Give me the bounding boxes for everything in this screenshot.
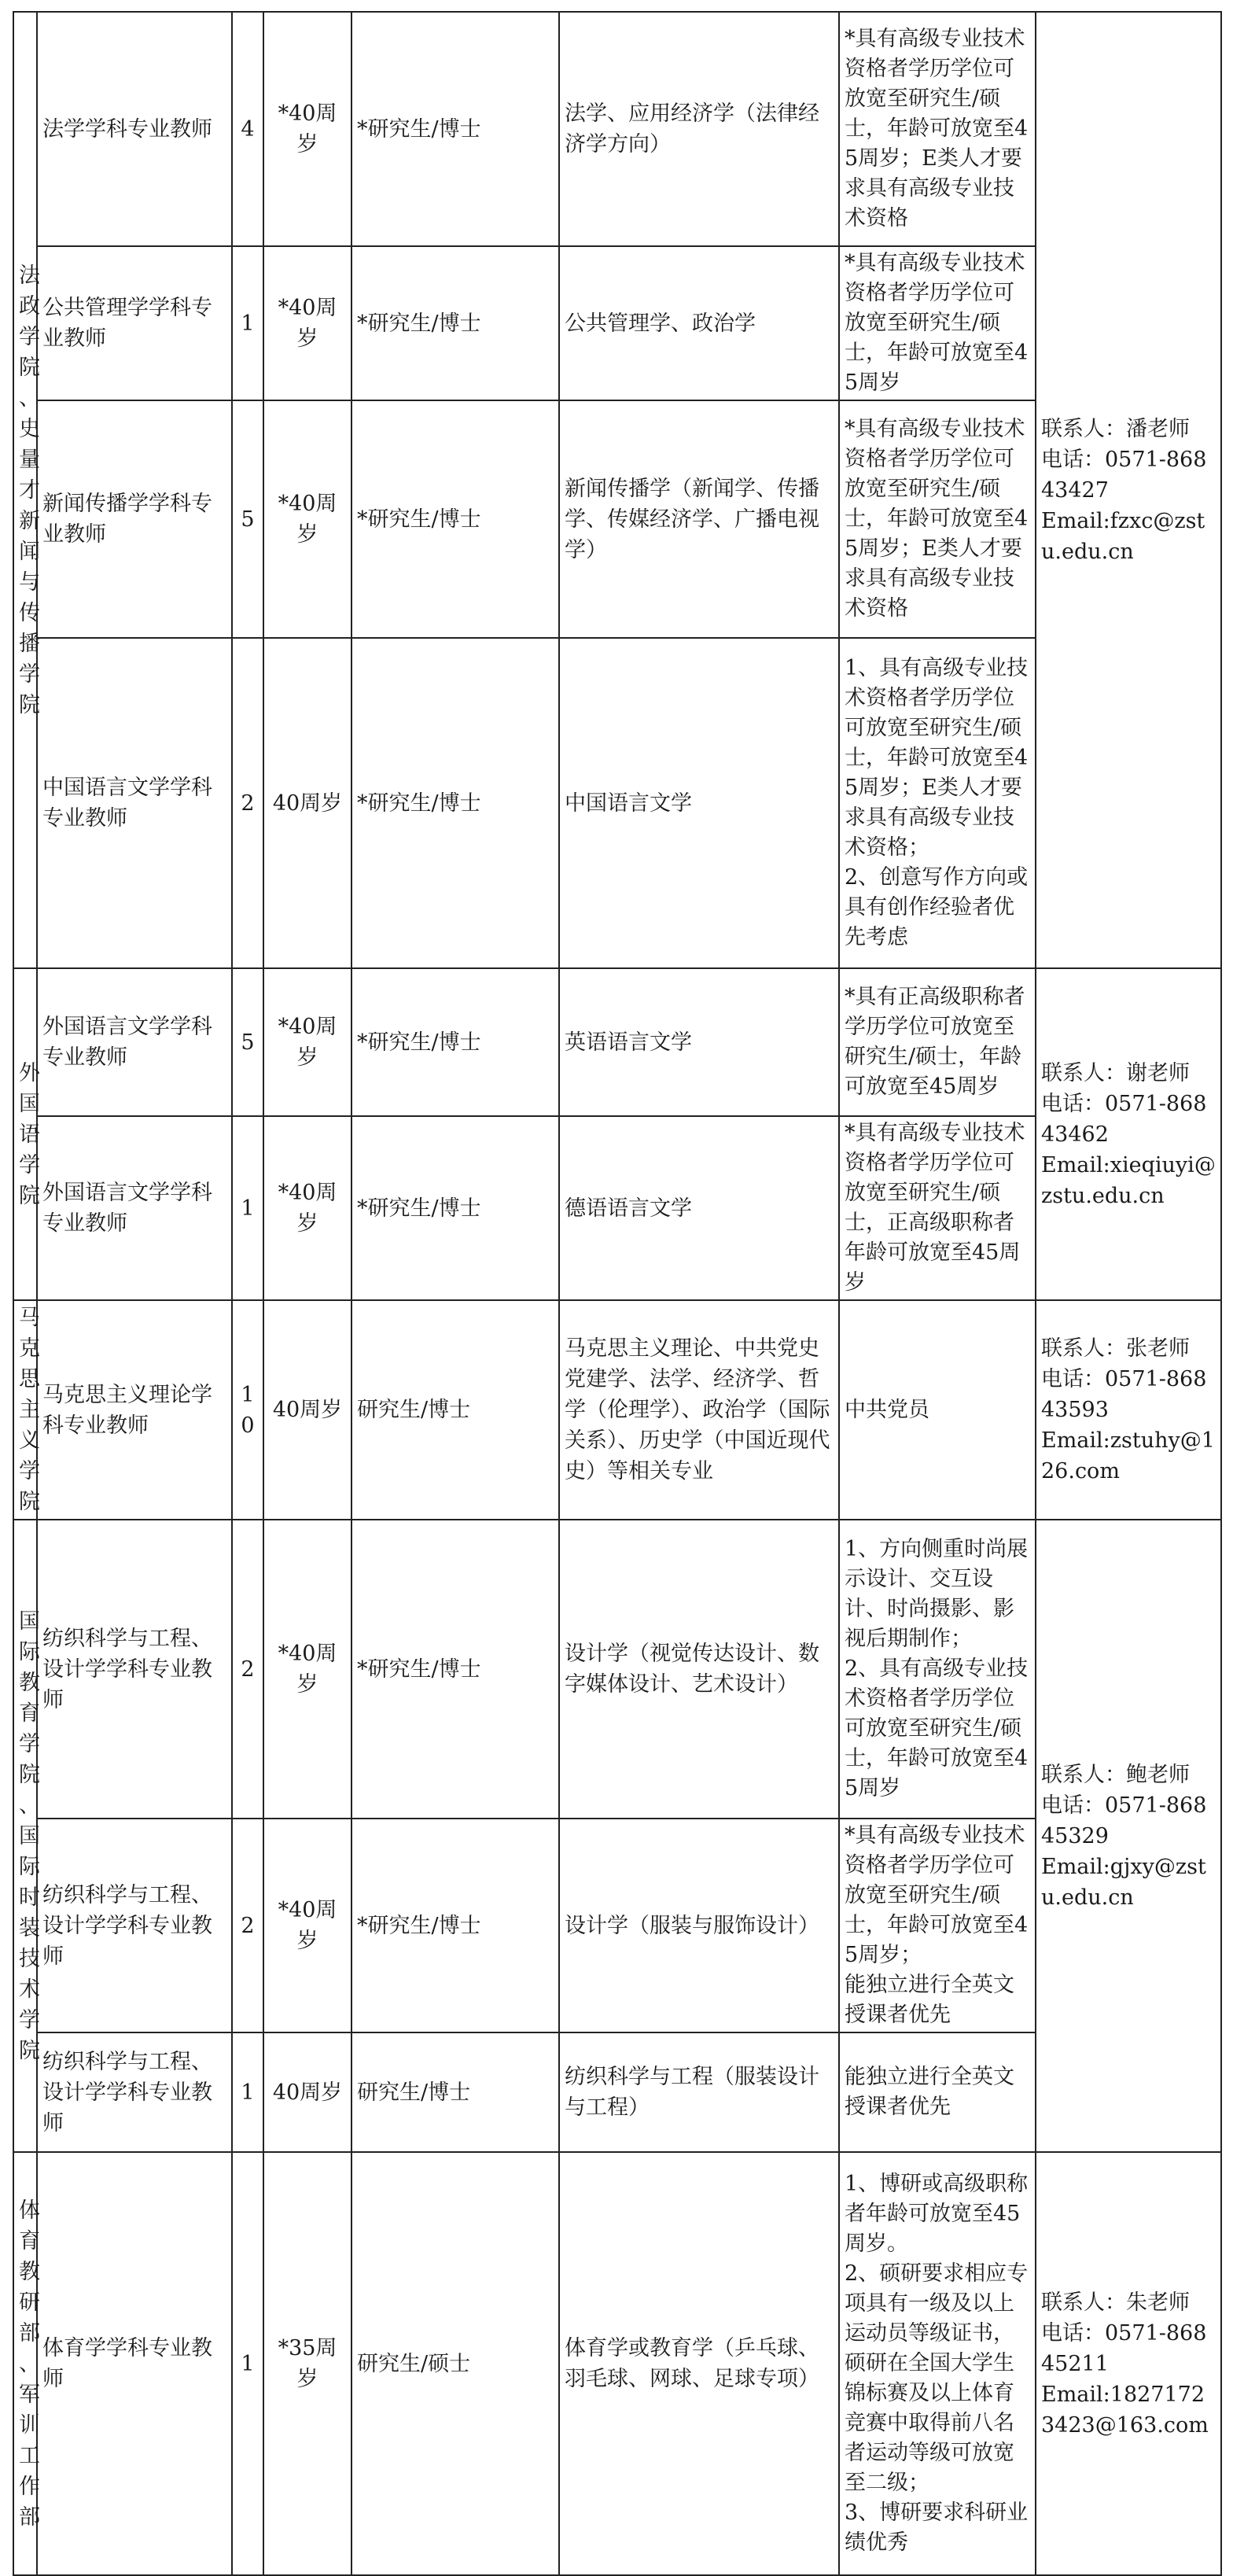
table-row [13, 1520, 1221, 1819]
education-degree: *研究生/博士 [351, 1520, 559, 1819]
age-limit: *40周岁 [263, 1116, 351, 1300]
education-degree: *研究生/博士 [351, 1819, 559, 2032]
table-row [13, 12, 1221, 246]
age-limit: *40周岁 [263, 1819, 351, 2032]
age-limit: 40周岁 [263, 638, 351, 968]
position-title: 法学学科专业教师 [37, 12, 232, 246]
major: 体育学或教育学（乒乓球、羽毛球、网球、足球专项） [559, 2152, 839, 2575]
headcount: 2 [232, 1520, 263, 1819]
age-limit: *40周岁 [263, 968, 351, 1116]
age-limit: 40周岁 [263, 2032, 351, 2152]
age-limit: 40周岁 [263, 1300, 351, 1520]
unit-cell: 法政学院、史量才新闻与传播学院 [13, 12, 37, 968]
major: 设计学（视觉传达设计、数字媒体设计、艺术设计） [559, 1520, 839, 1819]
headcount: 5 [232, 968, 263, 1116]
requirement: *具有高级专业技术资格者学历学位可放宽至研究生/硕士，年龄可放宽至45周岁；E类人才要求具有高级专业技术资格 [839, 12, 1036, 246]
major: 公共管理学、政治学 [559, 246, 839, 400]
age-limit: *40周岁 [263, 246, 351, 400]
education-degree: *研究生/博士 [351, 1116, 559, 1300]
contact-info: 联系人：鲍老师 电话：0571-86845329 Email:gjxy@zstu.edu.cn [1036, 1520, 1221, 2152]
major: 法学、应用经济学（法律经济学方向） [559, 12, 839, 246]
unit-cell: 马克思主义学院 [13, 1300, 37, 1520]
position-title: 中国语言文学学科专业教师 [37, 638, 232, 968]
education-degree: *研究生/博士 [351, 968, 559, 1116]
requirement: *具有高级专业技术资格者学历学位可放宽至研究生/硕士，正高级职称者年龄可放宽至45周岁 [839, 1116, 1036, 1300]
contact-info: 联系人：谢老师 电话：0571-86843462 Email:xieqiuyi@zstu.edu.cn [1036, 968, 1221, 1300]
position-title: 外国语言文学学科专业教师 [37, 1116, 232, 1300]
requirement: *具有高级专业技术资格者学历学位可放宽至研究生/硕士，年龄可放宽至45周岁 [839, 246, 1036, 400]
major: 英语语言文学 [559, 968, 839, 1116]
age-limit: *35周岁 [263, 2152, 351, 2575]
age-limit: *40周岁 [263, 400, 351, 638]
position-title: 新闻传播学学科专业教师 [37, 400, 232, 638]
table-row [13, 2152, 1221, 2575]
age-limit: *40周岁 [263, 12, 351, 246]
position-title: 纺织科学与工程、设计学学科专业教师 [37, 1819, 232, 2032]
unit-cell: 国际教育学院、国际时装技术学院 [13, 1520, 37, 2152]
requirement: *具有高级专业技术资格者学历学位可放宽至研究生/硕士，年龄可放宽至45周岁；E类人才要求具有高级专业技术资格 [839, 400, 1036, 638]
contact-info: 联系人：朱老师 电话：0571-86845211 Email:18271723423@163.com [1036, 2152, 1221, 2575]
unit-cell: 体育教研部、军训工作部 [13, 2152, 37, 2575]
education-degree: *研究生/博士 [351, 400, 559, 638]
table-row [13, 1300, 1221, 1520]
headcount: 1 [232, 2032, 263, 2152]
headcount: 10 [232, 1300, 263, 1520]
education-degree: 研究生/博士 [351, 1300, 559, 1520]
unit-cell: 外国语学院 [13, 968, 37, 1300]
major: 纺织科学与工程（服装设计与工程） [559, 2032, 839, 2152]
requirement: 能独立进行全英文授课者优先 [839, 2032, 1036, 2152]
requirement: 1、具有高级专业技术资格者学历学位可放宽至研究生/硕士，年龄可放宽至45周岁；E类人才要求具有高级专业技术资格； 2、创意写作方向或具有创作经验者优先考虑 [839, 638, 1036, 968]
position-title: 马克思主义理论学科专业教师 [37, 1300, 232, 1520]
position-title: 公共管理学学科专业教师 [37, 246, 232, 400]
position-title: 外国语言文学学科专业教师 [37, 968, 232, 1116]
requirement: 1、博研或高级职称者年龄可放宽至45周岁。 2、硕研要求相应专项具有一级及以上运动员等级证书，硕研在全国大学生锦标赛及以上体育竞赛中取得前八名者运动等级可放宽至二级； 3、博研要求科研业绩优秀 [839, 2152, 1036, 2575]
position-title: 体育学学科专业教师 [37, 2152, 232, 2575]
education-degree: *研究生/博士 [351, 12, 559, 246]
recruitment-table [13, 11, 1222, 2576]
position-title: 纺织科学与工程、设计学学科专业教师 [37, 1520, 232, 1819]
contact-info: 联系人：张老师 电话：0571-86843593 Email:zstuhy@126.com [1036, 1300, 1221, 1520]
headcount: 1 [232, 1116, 263, 1300]
education-degree: 研究生/博士 [351, 2032, 559, 2152]
position-title: 纺织科学与工程、设计学学科专业教师 [37, 2032, 232, 2152]
table-row [13, 968, 1221, 1116]
headcount: 2 [232, 1819, 263, 2032]
requirement: 1、方向侧重时尚展示设计、交互设计、时尚摄影、影视后期制作； 2、具有高级专业技术资格者学历学位可放宽至研究生/硕士，年龄可放宽至45周岁 [839, 1520, 1036, 1819]
major: 马克思主义理论、中共党史党建学、法学、经济学、哲学（伦理学）、政治学（国际关系）、历史学（中国近现代史）等相关专业 [559, 1300, 839, 1520]
headcount: 2 [232, 638, 263, 968]
major: 德语语言文学 [559, 1116, 839, 1300]
requirement: 中共党员 [839, 1300, 1036, 1520]
contact-info: 联系人：潘老师 电话：0571-86843427 Email:fzxc@zstu.edu.cn [1036, 12, 1221, 968]
education-degree: *研究生/博士 [351, 638, 559, 968]
headcount: 1 [232, 2152, 263, 2575]
age-limit: *40周岁 [263, 1520, 351, 1819]
major: 新闻传播学（新闻学、传播学、传媒经济学、广播电视学） [559, 400, 839, 638]
headcount: 5 [232, 400, 263, 638]
education-degree: *研究生/博士 [351, 246, 559, 400]
education-degree: 研究生/硕士 [351, 2152, 559, 2575]
headcount: 4 [232, 12, 263, 246]
requirement: *具有正高级职称者学历学位可放宽至研究生/硕士，年龄可放宽至45周岁 [839, 968, 1036, 1116]
major: 中国语言文学 [559, 638, 839, 968]
headcount: 1 [232, 246, 263, 400]
requirement: *具有高级专业技术资格者学历学位可放宽至研究生/硕士，年龄可放宽至45周岁； 能独立进行全英文授课者优先 [839, 1819, 1036, 2032]
major: 设计学（服装与服饰设计） [559, 1819, 839, 2032]
